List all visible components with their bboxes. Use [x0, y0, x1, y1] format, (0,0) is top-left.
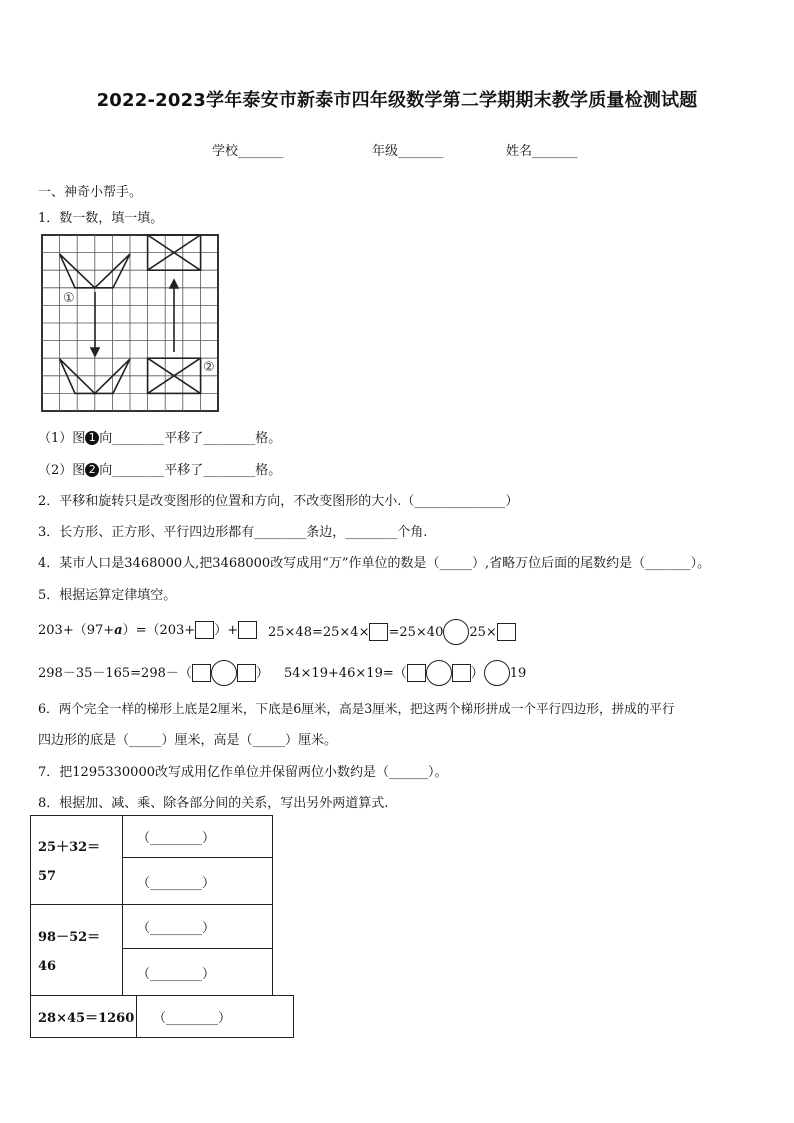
page-title: 2022-2023学年泰安市新泰市四年级数学第二学期期末教学质量检测试题 [96, 90, 698, 111]
question-8-stem: 8．根据加、减、乘、除各部分间的关系，写出另外两道算式. [38, 796, 389, 811]
q5-row1-left [38, 619, 257, 639]
q5-d1: 54×19+46×19=（ [284, 666, 407, 681]
q8-blank: （________） [153, 1011, 232, 1026]
answer-box[interactable] [452, 664, 471, 682]
q8-table-bottom [30, 995, 294, 1038]
q5-c1: 298－35－165=298－（ [38, 666, 192, 681]
answer-box[interactable] [237, 664, 256, 682]
answer-circle[interactable] [426, 660, 452, 686]
figure-label-1: ① [63, 291, 75, 306]
q5-row2-right [284, 660, 526, 686]
q8-equation-line: 46 [38, 959, 57, 974]
circled-number-2: 2 [85, 463, 99, 477]
grade-field: 年级_______ [372, 144, 444, 159]
translation-grid-figure [41, 234, 221, 416]
school-field: 学校_______ [212, 144, 284, 159]
question-1-sub2 [38, 459, 281, 478]
sub2-text: 向________平移了________格。 [99, 463, 282, 478]
q5-c2: ） [255, 666, 269, 681]
question-1-sub1 [38, 427, 281, 446]
answer-box[interactable] [195, 621, 214, 639]
q8-blank-cell[interactable] [123, 816, 273, 858]
name-field: 姓名_______ [506, 144, 578, 159]
question-3: 3．长方形、正方形、平行四边形都有________条边，________个角. [38, 525, 428, 540]
q8-equation-line: 28×45＝1260 [38, 1011, 135, 1026]
question-4: 4．某市人口是3468000人,把3468000改写成用“万”作单位的数是（_____）,省略万位后面的尾数约是（_______）。 [38, 556, 711, 571]
answer-box[interactable] [407, 664, 426, 682]
sub1-text: 向________平移了________格。 [99, 431, 282, 446]
q5-b2: =25×40 [388, 625, 444, 640]
q5-d2: ） [470, 666, 484, 681]
q5-a3: ）+ [214, 623, 239, 638]
answer-box[interactable] [192, 664, 211, 682]
q5-a1: 203+（97+ [38, 623, 115, 638]
circled-number-1: 1 [85, 431, 99, 445]
answer-box[interactable] [497, 623, 516, 641]
q8-equation-cell [31, 996, 137, 1038]
q8-blank: （________） [137, 875, 216, 891]
section-heading: 一、神奇小帮手。 [38, 185, 143, 200]
q8-equation-line: 98－52＝ [38, 930, 101, 945]
answer-box[interactable] [369, 623, 388, 641]
q8-equation-line: 57 [38, 869, 57, 884]
q8-table-top [30, 815, 273, 996]
answer-box[interactable] [238, 621, 257, 639]
q8-blank-cell[interactable] [123, 949, 273, 996]
q5-b3: 25× [469, 625, 497, 640]
figure-label-2: ② [203, 360, 215, 375]
q8-blank: （________） [137, 966, 216, 982]
question-6-line2: 四边形的底是（_____）厘米，高是（_____）厘米。 [38, 733, 338, 748]
variable-a: a [114, 623, 123, 638]
q8-equation-cell [31, 816, 123, 905]
q5-row2-left [38, 660, 269, 686]
q8-equation-line: 25＋32＝ [38, 840, 101, 855]
q5-row1-right [268, 619, 516, 645]
question-1-stem: 1．数一数，填一填。 [38, 211, 164, 226]
sub2-prefix: （2）图 [38, 463, 86, 478]
q8-blank: （________） [137, 921, 216, 936]
question-7: 7．把1295330000改写成用亿作单位并保留两位小数约是（______）。 [38, 765, 448, 780]
answer-circle[interactable] [443, 619, 469, 645]
question-6-line1: 6．两个完全一样的梯形上底是2厘米，下底是6厘米，高是3厘米，把这两个梯形拼成一个平行四边形，拼成的平行 [38, 701, 675, 716]
q5-b1: 25×48=25×4× [268, 625, 370, 640]
q8-blank-cell[interactable] [137, 996, 294, 1038]
q8-blank-cell[interactable] [123, 905, 273, 949]
question-2: 2．平移和旋转只是改变图形的位置和方向，不改变图形的大小.（______________） [38, 494, 519, 509]
answer-circle[interactable] [211, 660, 237, 686]
q8-equation-cell [31, 905, 123, 996]
q8-blank-cell[interactable] [123, 858, 273, 905]
q5-d3: 19 [509, 666, 527, 681]
question-5-stem: 5．根据运算定律填空。 [38, 588, 177, 603]
q8-blank: （________） [137, 831, 216, 846]
sub1-prefix: （1）图 [38, 431, 86, 446]
q5-a2: ）=（203+ [122, 623, 196, 638]
answer-circle[interactable] [484, 660, 510, 686]
